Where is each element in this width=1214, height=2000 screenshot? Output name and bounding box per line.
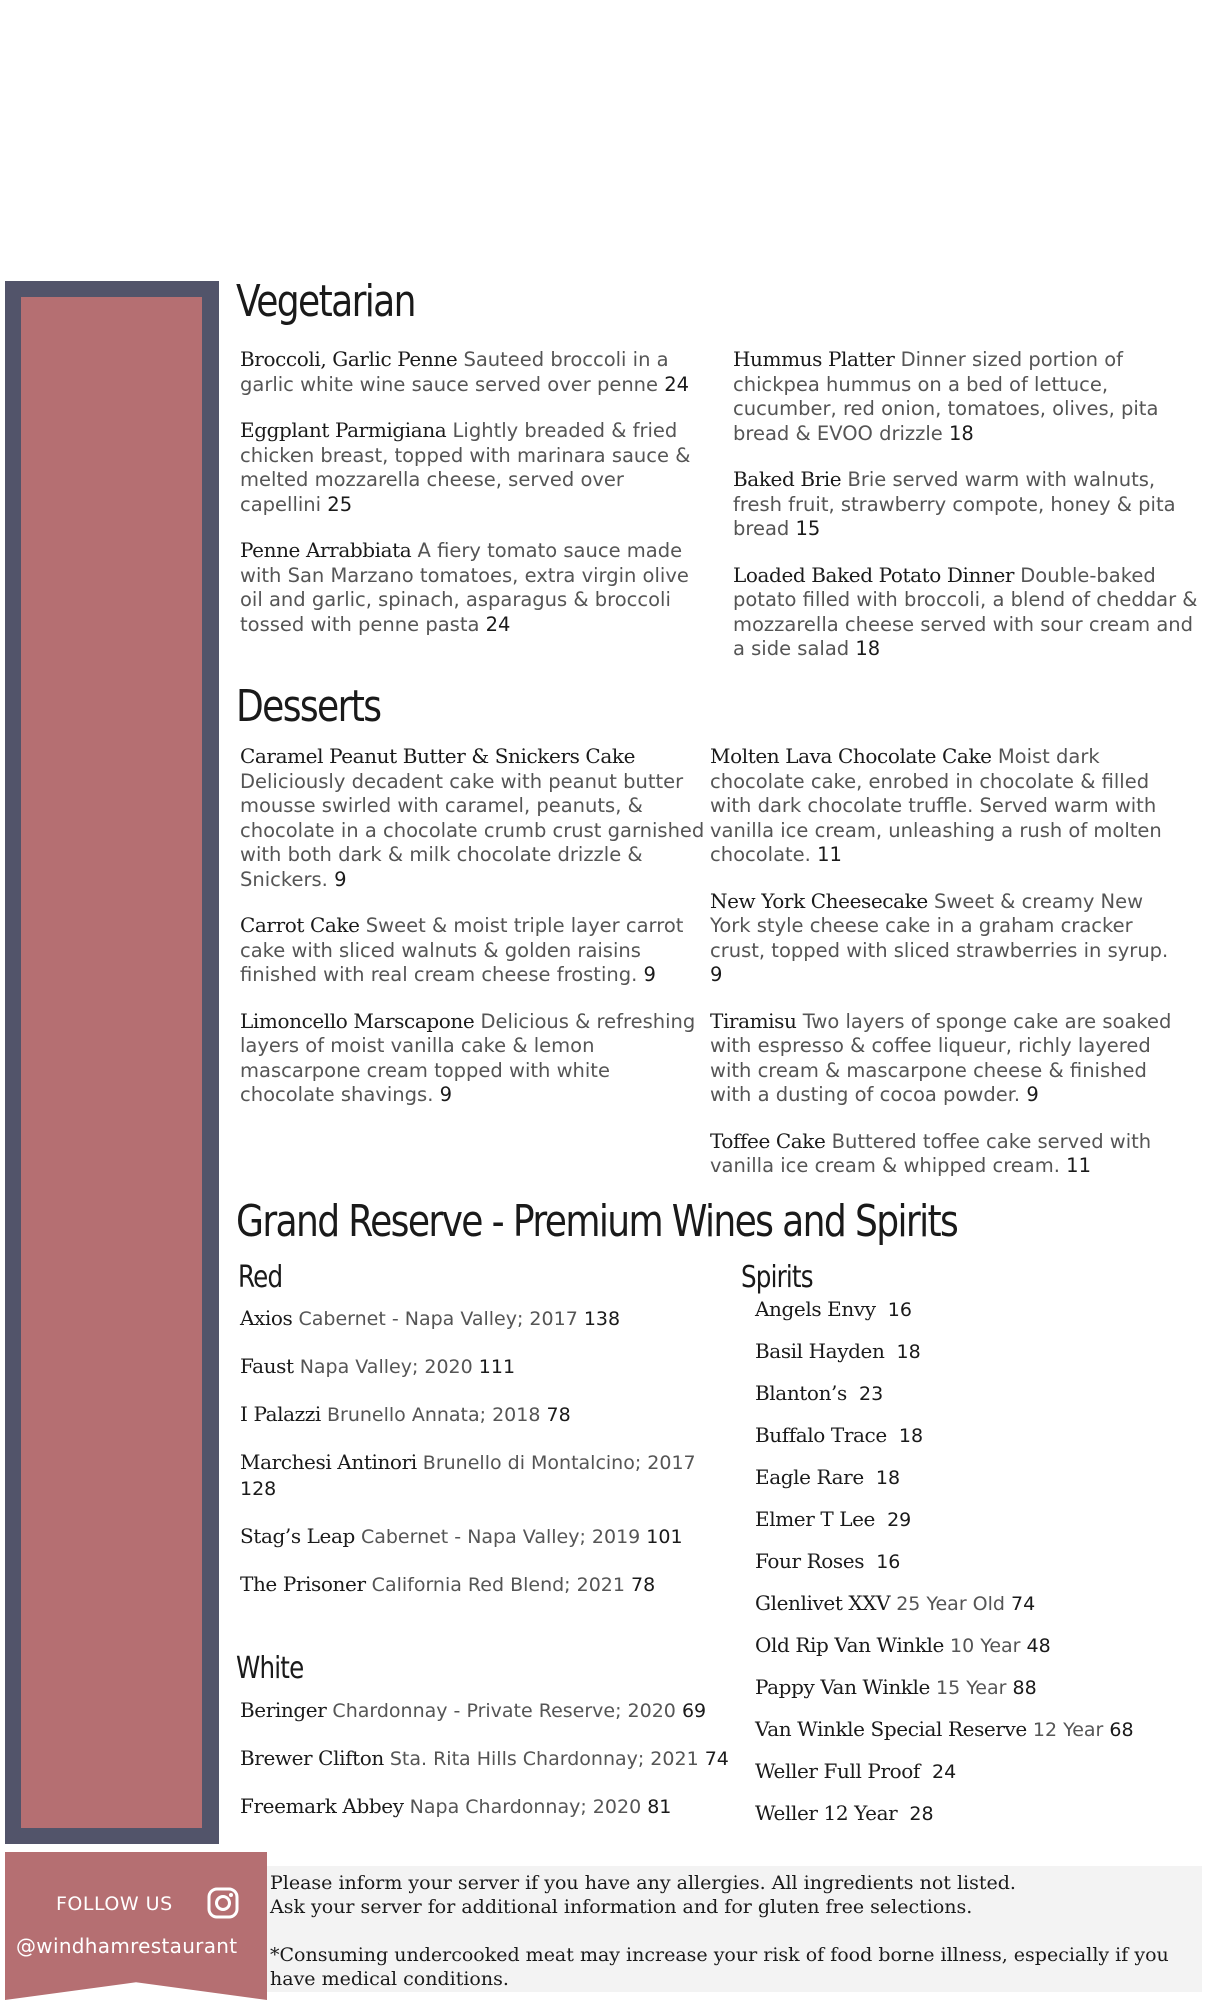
item-name: Weller 12 Year	[755, 1801, 898, 1825]
spirit-item	[755, 1590, 1205, 1617]
item-name: Penne Arrabbiata	[240, 538, 412, 562]
item-name: Limoncello Marscapone	[240, 1008, 475, 1033]
item-description: Cabernet - Napa Valley; 2017	[298, 1308, 578, 1330]
item-description: Napa Chardonnay; 2020	[409, 1796, 642, 1818]
menu-item	[710, 889, 1180, 988]
item-price: 25	[327, 492, 353, 516]
spirit-item	[755, 1464, 1205, 1491]
wine-item	[240, 1523, 710, 1550]
menu-item	[710, 1129, 1180, 1179]
spirit-item	[755, 1380, 1205, 1407]
subheading-white: White	[236, 1651, 304, 1686]
wine-item	[240, 1449, 710, 1502]
item-price: 9	[643, 963, 656, 986]
notice-box	[267, 1866, 1202, 1992]
item-name: Glenlivet XXV	[755, 1591, 891, 1615]
item-name: Eggplant Parmigiana	[240, 418, 447, 442]
item-description: 10 Year	[950, 1635, 1021, 1657]
item-name: Old Rip Van Winkle	[755, 1633, 944, 1657]
item-description: Double-baked potato filled with broccoli, a blend of cheddar & mozzarella cheese served with sour cream and a side salad	[733, 563, 1198, 660]
item-name: Faust	[240, 1354, 294, 1378]
menu-item	[710, 744, 1180, 868]
item-price: 24	[485, 612, 511, 636]
item-price: 18	[855, 637, 881, 660]
item-description: Dinner sized portion of chickpea hummus on a bed of lettuce, cucumber, red onion, tomatoes, olives, pita bread & EVOO drizzle	[733, 348, 1159, 445]
item-price: 15	[795, 517, 821, 540]
item-price: 24	[664, 372, 690, 396]
item-name: Freemark Abbey	[240, 1794, 404, 1818]
wine-item	[240, 1745, 740, 1772]
item-description: Cabernet - Napa Valley; 2019	[360, 1526, 641, 1548]
item-name: I Palazzi	[240, 1402, 321, 1426]
item-name: Basil Hayden	[755, 1339, 885, 1363]
spirit-item	[755, 1338, 1205, 1365]
menu-item	[733, 467, 1208, 542]
item-name: Van Winkle Special Reserve	[755, 1717, 1027, 1741]
menu-item	[733, 563, 1208, 662]
spirit-item	[755, 1422, 1205, 1449]
red-wine-list	[240, 1305, 710, 1619]
item-name: New York Cheesecake	[710, 888, 928, 913]
item-name: Axios	[240, 1306, 293, 1330]
social-banner	[5, 1852, 267, 2000]
spirit-item	[755, 1716, 1205, 1743]
wine-item	[240, 1571, 710, 1598]
item-description: Napa Valley; 2020	[299, 1356, 473, 1378]
menu-item	[240, 1009, 705, 1108]
menu-item	[240, 347, 710, 397]
item-price: 78	[546, 1404, 571, 1426]
item-name: The Prisoner	[240, 1572, 366, 1596]
desserts-left-column	[240, 744, 705, 1129]
item-description: Moist dark chocolate cake, enrobed in chocolate & filled with dark chocolate truffle. Served warm with vanilla ice cream, unleashing a rush of molten chocolate.	[710, 745, 1162, 866]
item-name: Marchesi Antinori	[240, 1450, 417, 1474]
item-name: Angels Envy	[755, 1297, 876, 1321]
menu-item	[240, 913, 705, 988]
item-price: 111	[478, 1356, 516, 1378]
item-name: Beringer	[240, 1698, 327, 1722]
subheading-spirits: Spirits	[741, 1260, 813, 1295]
item-description: Lightly breaded & fried chicken breast, topped with marinara sauce & melted mozzarella cheese, served over capellini	[240, 419, 691, 516]
item-description: Chardonnay - Private Reserve; 2020	[332, 1700, 676, 1722]
item-price: 68	[1109, 1719, 1134, 1741]
item-name: Pappy Van Winkle	[755, 1675, 930, 1699]
item-description: Delicious & refreshing layers of moist vanilla cake & lemon mascarpone cream topped with white chocolate shavings.	[240, 1009, 696, 1106]
follow-us-label: FOLLOW US	[56, 1893, 173, 1915]
item-description: Buttered toffee cake served with vanilla ice cream & whipped cream.	[710, 1129, 1152, 1177]
item-name: Buffalo Trace	[755, 1423, 887, 1447]
menu-item	[710, 1009, 1180, 1108]
spirit-item	[755, 1632, 1205, 1659]
item-name: Four Roses	[755, 1549, 865, 1573]
item-price: 16	[876, 1551, 901, 1573]
item-description: Sta. Rita Hills Chardonnay; 2021	[389, 1748, 699, 1770]
menu-item	[240, 538, 710, 637]
item-description: Sweet & creamy New York style cheese cake in a graham cracker crust, topped with sliced strawberries in syrup.	[710, 889, 1169, 962]
item-price: 9	[1026, 1083, 1039, 1106]
section-title-vegetarian: Vegetarian	[236, 276, 415, 327]
left-band-accent	[21, 297, 202, 1828]
item-price: 9	[334, 867, 347, 891]
item-price: 11	[817, 843, 842, 866]
allergy-note-line-2: Ask your server for additional information and for gluten free selections.	[270, 1896, 973, 1918]
item-price: 74	[704, 1748, 729, 1770]
item-price: 48	[1026, 1635, 1051, 1657]
spirit-item	[755, 1758, 1205, 1785]
warning-line-2: have medical conditions.	[270, 1968, 509, 1990]
item-name: Stag’s Leap	[240, 1524, 355, 1548]
item-description: A fiery tomato sauce made with San Marzano tomatoes, extra virgin olive oil and garlic, spinach, asparagus & broccoli tossed with penne pasta	[240, 539, 689, 636]
item-price: 18	[875, 1467, 901, 1489]
item-description: 12 Year	[1032, 1719, 1104, 1741]
item-name: Tiramisu	[710, 1008, 797, 1033]
item-price: 9	[439, 1083, 453, 1106]
item-price: 78	[631, 1574, 656, 1596]
spirit-item	[755, 1296, 1205, 1323]
item-price: 29	[887, 1509, 912, 1531]
item-price: 23	[858, 1383, 884, 1405]
item-price: 81	[647, 1796, 672, 1818]
item-name: Toffee Cake	[710, 1128, 826, 1153]
item-name: Blanton’s	[755, 1381, 847, 1405]
item-description: Brunello Annata; 2018	[326, 1404, 541, 1426]
wine-item	[240, 1401, 710, 1428]
warning-line-1: *Consuming undercooked meat may increase your risk of food borne illness, especially if you	[270, 1944, 1169, 1966]
item-name: Loaded Baked Potato Dinner	[733, 562, 1015, 587]
item-price: 74	[1011, 1593, 1036, 1615]
instagram-icon[interactable]	[207, 1887, 239, 1919]
spirit-item	[755, 1506, 1205, 1533]
spirit-item	[755, 1674, 1205, 1701]
item-description: 25 Year Old	[896, 1593, 1005, 1615]
item-price: 128	[240, 1478, 277, 1500]
item-price: 28	[909, 1803, 934, 1825]
item-price: 69	[681, 1700, 707, 1722]
section-title-desserts: Desserts	[236, 681, 381, 732]
item-price: 16	[887, 1299, 912, 1321]
item-price: 24	[932, 1761, 957, 1783]
menu-item	[733, 347, 1208, 446]
item-description: California Red Blend; 2021	[371, 1574, 625, 1596]
spirit-item	[755, 1548, 1205, 1575]
item-name: Molten Lava Chocolate Cake	[710, 744, 992, 768]
item-price: 18	[898, 1425, 924, 1447]
wine-item	[240, 1353, 710, 1380]
item-name: Baked Brie	[733, 467, 842, 491]
item-name: Brewer Clifton	[240, 1746, 384, 1770]
item-name: Caramel Peanut Butter & Snickers Cake	[240, 744, 636, 768]
item-price: 9	[710, 963, 723, 986]
spirit-item	[755, 1800, 1205, 1827]
item-name: Broccoli, Garlic Penne	[240, 347, 458, 371]
item-name: Hummus Platter	[733, 347, 895, 371]
item-description: Two layers of sponge cake are soaked with espresso & coffee liqueur, richly layered with cream & mascarpone cheese & finished with a dusting of cocoa powder.	[710, 1009, 1172, 1106]
item-description: Brunello di Montalcino; 2017	[422, 1452, 696, 1474]
item-name: Weller Full Proof	[755, 1759, 920, 1783]
wine-item	[240, 1697, 740, 1724]
item-description: 15 Year	[936, 1677, 1007, 1699]
menu-item	[240, 744, 705, 892]
spirits-list	[755, 1296, 1205, 1842]
item-description: Deliciously decadent cake with peanut butter mousse swirled with caramel, peanuts, & chocolate in a chocolate crumb crust garnished with both dark & milk chocolate drizzle & Snickers.	[240, 769, 705, 891]
item-name: Elmer T Lee	[755, 1507, 875, 1531]
wine-item	[240, 1793, 740, 1820]
item-price: 88	[1012, 1677, 1037, 1699]
white-wine-list	[240, 1697, 740, 1841]
item-description: Brie served warm with walnuts, fresh fruit, strawberry compote, honey & pita bread	[733, 468, 1176, 540]
allergy-note-line-1: Please inform your server if you have any allergies. All ingredients not listed.	[270, 1872, 1016, 1894]
desserts-right-column	[710, 744, 1180, 1200]
item-price: 138	[583, 1308, 621, 1330]
vegetarian-left-column	[240, 347, 710, 658]
item-name: Eagle Rare	[755, 1465, 864, 1489]
item-price: 101	[646, 1526, 683, 1548]
wine-item	[240, 1305, 710, 1332]
item-name: Carrot Cake	[240, 913, 360, 937]
section-title-grand-reserve: Grand Reserve - Premium Wines and Spirits	[236, 1196, 958, 1247]
menu-item	[240, 418, 710, 517]
social-handle[interactable]: @windhamrestaurant	[16, 1934, 238, 1958]
item-description: Sauteed broccoli in a garlic white wine sauce served over penne	[240, 348, 669, 396]
item-price: 18	[949, 421, 974, 445]
vegetarian-right-column	[733, 347, 1208, 683]
subheading-red: Red	[238, 1260, 283, 1295]
item-price: 11	[1066, 1154, 1091, 1177]
item-price: 18	[896, 1341, 921, 1363]
item-description: Sweet & moist triple layer carrot cake with sliced walnuts & golden raisins finished with real cream cheese frosting.	[240, 914, 684, 986]
